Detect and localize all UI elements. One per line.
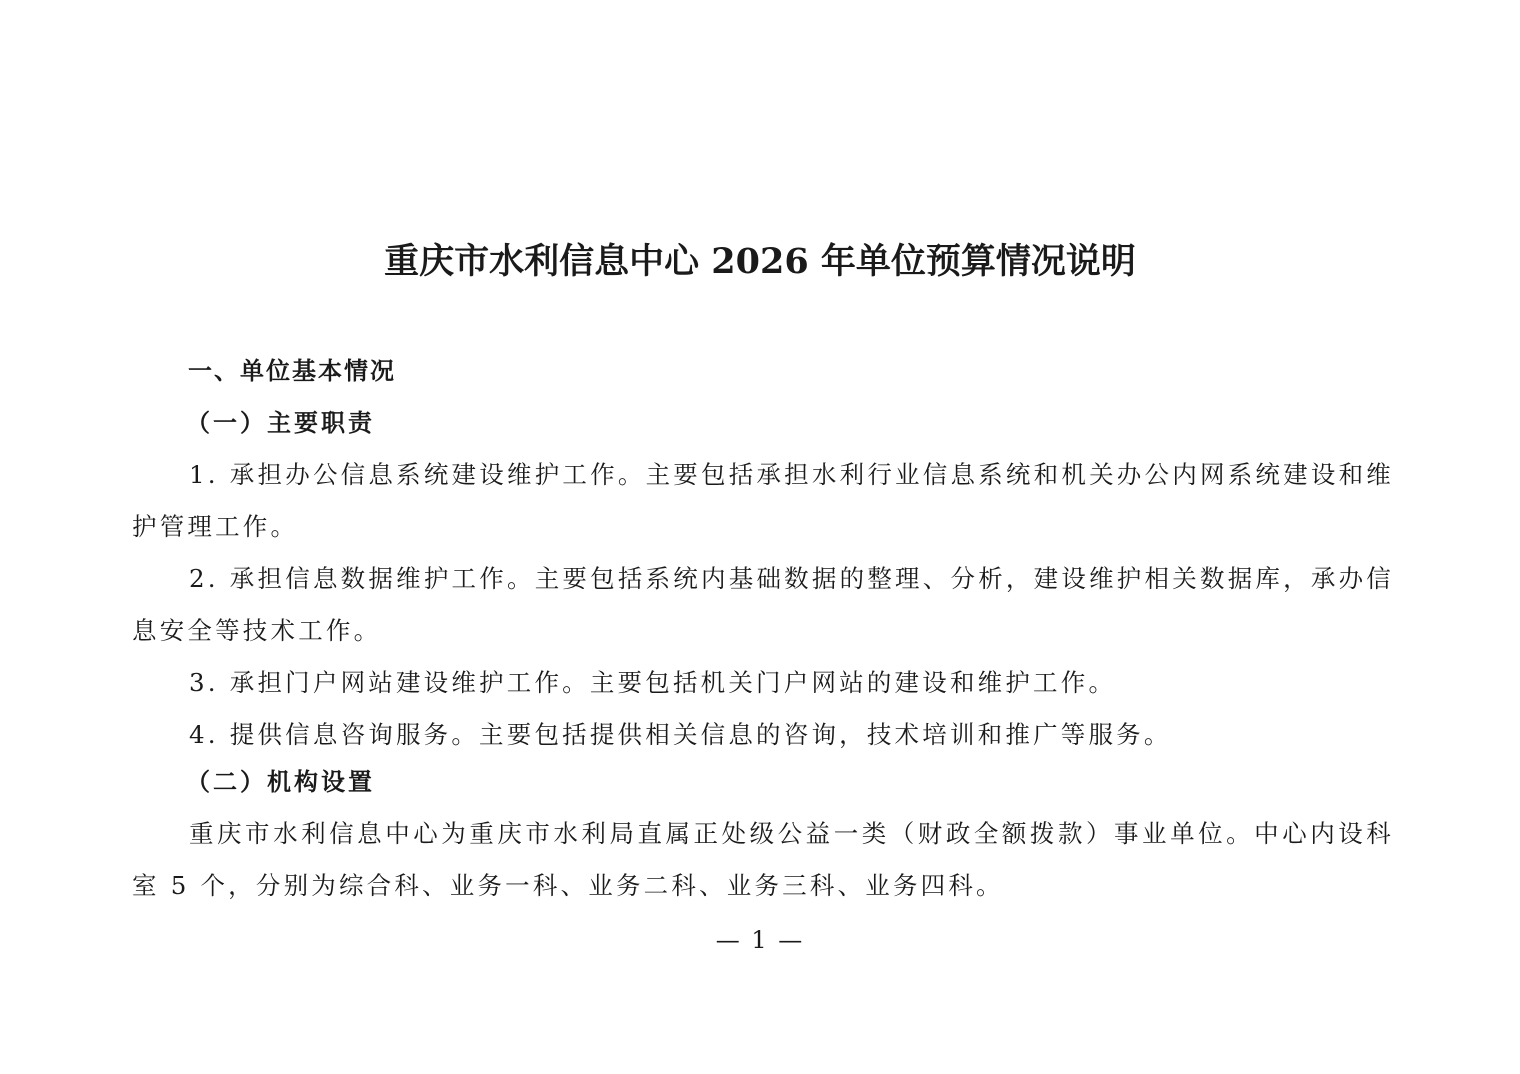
section-heading-basic-info: 一、单位基本情况: [188, 357, 396, 385]
organization-section: [132, 808, 1394, 912]
subsection-heading-duties: （一）主要职责: [186, 408, 375, 437]
duty-item: 1. 承担办公信息系统建设维护工作。主要包括承担水利行业信息系统和机关办公内网系统建设和维护管理工作。: [132, 460, 1394, 541]
duty-item: 2. 承担信息数据维护工作。主要包括系统内基础数据的整理、分析，建设维护相关数据库，承办信息安全等技术工作。: [132, 564, 1394, 645]
organization-paragraph: 重庆市水利信息中心为重庆市水利局直属正处级公益一类（财政全额拨款）事业单位。中心内设科室 5 个，分别为综合科、业务一科、业务二科、业务三科、业务四科。: [132, 819, 1394, 900]
subsection-heading-organization: （二）机构设置: [186, 767, 375, 796]
duty-item: 4. 提供信息咨询服务。主要包括提供相关信息的咨询，技术培训和推广等服务。: [189, 720, 1172, 749]
duty-item: 3. 承担门户网站建设维护工作。主要包括机关门户网站的建设和维护工作。: [189, 668, 1117, 697]
page-number: — 1 —: [715, 926, 805, 954]
document-title: 重庆市水利信息中心 2026 年单位预算情况说明: [384, 241, 1136, 282]
duties-list: [132, 449, 1394, 761]
